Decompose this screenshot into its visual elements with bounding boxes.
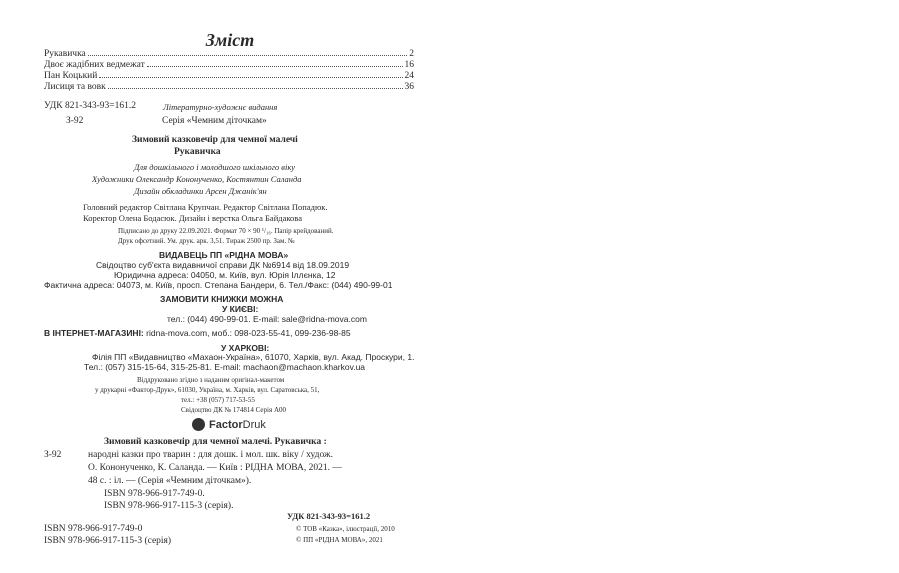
illustrators: Художники Олександр Кононученко, Костянтин Саланда bbox=[92, 174, 302, 184]
kharkiv-heading: У ХАРКОВІ: bbox=[221, 343, 270, 353]
catalog-line-2: народні казки про тварин : для дошк. і мол. шк. віку / худож. bbox=[88, 450, 333, 460]
udk-bottom: УДК 821-343-93=161.2 bbox=[287, 511, 371, 521]
udk-top: УДК 821-343-93=161.2 bbox=[44, 101, 137, 111]
toc-item-title: Пан Коцький bbox=[44, 71, 98, 81]
toc-item[interactable] bbox=[44, 72, 414, 82]
toc-leader-dots bbox=[88, 55, 407, 56]
catalog-line-1: Зимовий казковечір для чемної малечі. Рукавичка : bbox=[104, 437, 327, 447]
catalog-line-4: 48 с. : іл. — (Серія «Чемним діточкам»). bbox=[88, 476, 252, 486]
toc-leader-dots bbox=[147, 66, 403, 67]
audience: Для дошкільного і молодшого шкільного віку bbox=[134, 162, 296, 172]
toc-item-title: Двоє жадібних ведмежат bbox=[44, 60, 145, 70]
toc-item-page: 24 bbox=[404, 71, 414, 81]
corrector: Коректор Олена Бодасюк. Дизайн і верстка Ольга Байдакова bbox=[83, 213, 302, 223]
genre: Літературно-художнє видання bbox=[163, 102, 278, 112]
page-title: Зміст bbox=[205, 30, 255, 50]
publisher: ВИДАВЕЦЬ ПП «РІДНА МОВА» bbox=[159, 250, 289, 260]
online-label: В ІНТЕРНЕТ-МАГАЗИНІ: bbox=[44, 328, 144, 338]
toc-item-page: 2 bbox=[409, 49, 414, 59]
toc-item[interactable] bbox=[44, 50, 414, 60]
cover-design: Дизайн обкладинки Арсен Джанік'ян bbox=[134, 186, 267, 196]
toc-leader-dots bbox=[108, 88, 403, 89]
series: Серія «Чемним діточкам» bbox=[162, 116, 267, 126]
print-info-1: Підписано до друку 22.09.2021. Формат 70 × 90 ¹/₁₆. Папір крейдований. bbox=[118, 227, 334, 235]
toc-item-page: 16 bbox=[404, 60, 414, 70]
footer-isbn-1: ISBN 978-966-917-749-0 bbox=[44, 524, 143, 534]
print-info-2: Друк офсетний. Ум. друк. арк. 3,51. Тираж 2500 пр. Зам. № bbox=[118, 237, 295, 245]
catalog-code: З-92 bbox=[44, 450, 62, 460]
printer-logo bbox=[192, 418, 266, 431]
footer-isbn-2: ISBN 978-966-917-115-3 (серія) bbox=[44, 536, 172, 546]
kyiv-contacts: тел.: (044) 490-99-01. E-mail: sale@ridna-mova.com bbox=[167, 314, 367, 324]
chief-editor: Головний редактор Світлана Крупчан. Редактор Світлана Попадюк. bbox=[83, 202, 328, 212]
book-subtitle: Рукавичка bbox=[174, 147, 221, 157]
catalog-isbn-2: ISBN 978-966-917-115-3 (серія). bbox=[104, 501, 234, 511]
printed-info-1: Віддруковано згідно з наданим оригінал-макетом bbox=[137, 376, 285, 384]
printed-info-2: у друкарні «Фактор-Друк», 61030, Україна, м. Харків, вул. Саратовська, 51, bbox=[95, 386, 320, 394]
toc-leader-dots bbox=[99, 77, 402, 78]
certificate: Свідоцтво суб'єкта видавничої справи ДК №6914 від 18.09.2019 bbox=[96, 260, 350, 270]
toc-item-page: 36 bbox=[404, 82, 414, 92]
kharkiv-branch: Філія ПП «Видавництво «Махаон-Україна», 61070, Харків, вул. Акад. Проскури, 1. bbox=[92, 352, 415, 362]
online-store bbox=[44, 329, 351, 338]
order-heading: ЗАМОВИТИ КНИЖКИ МОЖНА bbox=[160, 294, 284, 304]
kyiv-heading: У КИЄВІ: bbox=[222, 304, 259, 314]
kharkiv-contacts: Тел.: (057) 315-15-64, 315-25-81. E-mail: machaon@machaon.kharkov.ua bbox=[84, 362, 366, 372]
online-contacts: ridna-mova.com, моб.: 098-023-55-41, 099-236-98-85 bbox=[143, 328, 351, 338]
table-of-contents bbox=[44, 50, 414, 94]
toc-item-title: Рукавичка bbox=[44, 49, 86, 59]
printed-info-3: тел.: +38 (057) 717-53-55 bbox=[181, 396, 255, 404]
catalog-isbn-1: ISBN 978-966-917-749-0. bbox=[104, 489, 205, 499]
legal-address: Юридична адреса: 04050, м. Київ, вул. Юрія Іллєнка, 12 bbox=[114, 270, 336, 280]
copyright-1: © ТОВ «Казка», ілюстрації, 2010 bbox=[296, 525, 395, 533]
code-top: З-92 bbox=[66, 116, 84, 126]
book-title: Зимовий казковечір для чемної малечі bbox=[132, 135, 298, 145]
copyright-2: © ПП «РІДНА МОВА», 2021 bbox=[296, 536, 383, 544]
printer-logo-text: FactorDruk bbox=[209, 418, 266, 431]
toc-item[interactable] bbox=[44, 61, 414, 71]
factor-druk-logo-icon bbox=[192, 418, 205, 431]
actual-address: Фактична адреса: 04073, м. Київ, просп. Степана Бандери, 6. Тел./Факс: (044) 490-99-01 bbox=[44, 280, 393, 290]
toc-item-title: Лисиця та вовк bbox=[44, 82, 106, 92]
toc-item[interactable] bbox=[44, 83, 414, 93]
printed-info-4: Свідоцтво ДК № 174814 Серія А00 bbox=[181, 406, 286, 414]
catalog-line-3: О. Кононученко, К. Саланда. — Київ : РІДНА МОВА, 2021. — bbox=[88, 463, 342, 473]
